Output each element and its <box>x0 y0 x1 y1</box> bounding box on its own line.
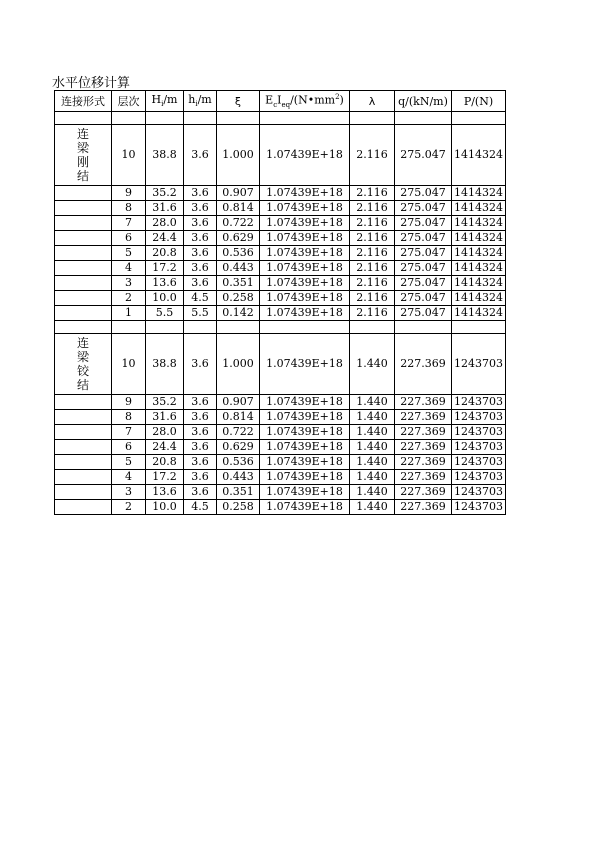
cell-h: 3.6 <box>184 216 217 231</box>
cell-P: 1243703 <box>452 455 506 470</box>
cell-EI: 1.07439E+18 <box>260 440 350 455</box>
group-label-char: 梁 <box>76 141 89 155</box>
cell-xi: 0.142 <box>217 306 260 321</box>
group-label-char: 铰 <box>76 364 89 378</box>
cell-xi: 1.000 <box>217 125 260 186</box>
cell-P: 1414324 <box>452 125 506 186</box>
cell-floor: 2 <box>112 500 146 515</box>
cell-floor: 2 <box>112 291 146 306</box>
cell-h: 3.6 <box>184 395 217 410</box>
cell-h: 3.6 <box>184 246 217 261</box>
displacement-table <box>54 90 506 515</box>
cell-h: 3.6 <box>184 485 217 500</box>
empty-cell <box>55 291 112 306</box>
cell-lambda: 1.440 <box>350 485 395 500</box>
group-label <box>55 125 112 186</box>
cell-H: 31.6 <box>146 410 184 425</box>
cell-q: 275.047 <box>395 186 452 201</box>
cell-xi: 0.258 <box>217 500 260 515</box>
header-row <box>55 91 506 112</box>
cell-h: 3.6 <box>184 410 217 425</box>
cell-floor: 9 <box>112 186 146 201</box>
cell-H: 5.5 <box>146 306 184 321</box>
cell-lambda: 2.116 <box>350 276 395 291</box>
table-row <box>55 485 506 500</box>
empty-cell <box>112 321 146 334</box>
cell-h: 3.6 <box>184 186 217 201</box>
cell-P: 1414324 <box>452 216 506 231</box>
cell-q: 275.047 <box>395 216 452 231</box>
cell-EI: 1.07439E+18 <box>260 276 350 291</box>
cell-EI: 1.07439E+18 <box>260 125 350 186</box>
cell-h: 3.6 <box>184 261 217 276</box>
empty-cell <box>452 112 506 125</box>
cell-lambda: 2.116 <box>350 231 395 246</box>
table-row <box>55 276 506 291</box>
cell-h: 4.5 <box>184 500 217 515</box>
empty-cell <box>146 112 184 125</box>
cell-EI: 1.07439E+18 <box>260 291 350 306</box>
table-row <box>55 201 506 216</box>
table-row <box>55 216 506 231</box>
cell-floor: 10 <box>112 125 146 186</box>
cell-floor: 4 <box>112 470 146 485</box>
cell-floor: 4 <box>112 261 146 276</box>
cell-P: 1414324 <box>452 186 506 201</box>
empty-cell <box>55 321 112 334</box>
empty-cell <box>395 321 452 334</box>
cell-H: 17.2 <box>146 261 184 276</box>
cell-floor: 7 <box>112 216 146 231</box>
group-label-char: 结 <box>76 169 89 183</box>
cell-h: 3.6 <box>184 125 217 186</box>
cell-q: 227.369 <box>395 410 452 425</box>
cell-lambda: 1.440 <box>350 470 395 485</box>
cell-xi: 0.351 <box>217 276 260 291</box>
cell-floor: 10 <box>112 334 146 395</box>
cell-P: 1414324 <box>452 246 506 261</box>
empty-cell <box>452 321 506 334</box>
table-row <box>55 334 506 395</box>
cell-P: 1243703 <box>452 410 506 425</box>
cell-floor: 7 <box>112 425 146 440</box>
empty-cell <box>350 321 395 334</box>
cell-lambda: 1.440 <box>350 500 395 515</box>
table-row <box>55 306 506 321</box>
table-body <box>55 112 506 515</box>
cell-q: 227.369 <box>395 470 452 485</box>
table-row <box>55 186 506 201</box>
cell-xi: 0.443 <box>217 261 260 276</box>
cell-lambda: 2.116 <box>350 291 395 306</box>
cell-lambda: 2.116 <box>350 201 395 216</box>
cell-h: 3.6 <box>184 455 217 470</box>
cell-q: 275.047 <box>395 231 452 246</box>
cell-xi: 0.443 <box>217 470 260 485</box>
cell-EI: 1.07439E+18 <box>260 231 350 246</box>
empty-cell <box>184 321 217 334</box>
table-row <box>55 261 506 276</box>
cell-H: 13.6 <box>146 276 184 291</box>
cell-lambda: 1.440 <box>350 334 395 395</box>
cell-EI: 1.07439E+18 <box>260 425 350 440</box>
table-row <box>55 455 506 470</box>
cell-EI: 1.07439E+18 <box>260 485 350 500</box>
cell-EI: 1.07439E+18 <box>260 216 350 231</box>
cell-EI: 1.07439E+18 <box>260 186 350 201</box>
cell-EI: 1.07439E+18 <box>260 201 350 216</box>
cell-q: 227.369 <box>395 425 452 440</box>
empty-cell <box>55 246 112 261</box>
empty-cell <box>217 321 260 334</box>
cell-lambda: 2.116 <box>350 261 395 276</box>
spacer-row <box>55 321 506 334</box>
empty-cell <box>350 112 395 125</box>
table-row <box>55 500 506 515</box>
cell-H: 35.2 <box>146 186 184 201</box>
header-h: $h_i/m$ <box>184 91 217 112</box>
header-H: $H_i/m$ <box>146 91 184 112</box>
table-row <box>55 410 506 425</box>
cell-floor: 5 <box>112 455 146 470</box>
cell-P: 1414324 <box>452 201 506 216</box>
cell-xi: 0.907 <box>217 186 260 201</box>
cell-h: 3.6 <box>184 201 217 216</box>
cell-xi: 0.536 <box>217 246 260 261</box>
cell-H: 17.2 <box>146 470 184 485</box>
cell-xi: 1.000 <box>217 334 260 395</box>
cell-lambda: 1.440 <box>350 455 395 470</box>
cell-xi: 0.722 <box>217 216 260 231</box>
empty-cell <box>395 112 452 125</box>
cell-EI: 1.07439E+18 <box>260 306 350 321</box>
cell-P: 1414324 <box>452 306 506 321</box>
empty-cell <box>55 470 112 485</box>
cell-P: 1414324 <box>452 261 506 276</box>
empty-cell <box>55 276 112 291</box>
group-label-char: 连 <box>76 336 89 350</box>
empty-cell <box>55 112 112 125</box>
cell-EI: 1.07439E+18 <box>260 470 350 485</box>
cell-q: 227.369 <box>395 334 452 395</box>
empty-cell <box>55 425 112 440</box>
cell-h: 5.5 <box>184 306 217 321</box>
cell-lambda: 2.116 <box>350 246 395 261</box>
cell-EI: 1.07439E+18 <box>260 334 350 395</box>
empty-cell <box>260 112 350 125</box>
cell-h: 3.6 <box>184 440 217 455</box>
cell-q: 275.047 <box>395 291 452 306</box>
cell-xi: 0.907 <box>217 395 260 410</box>
cell-H: 38.8 <box>146 125 184 186</box>
cell-q: 275.047 <box>395 306 452 321</box>
table-row <box>55 231 506 246</box>
cell-P: 1243703 <box>452 485 506 500</box>
empty-cell <box>55 231 112 246</box>
empty-cell <box>55 410 112 425</box>
empty-cell <box>184 112 217 125</box>
cell-q: 275.047 <box>395 246 452 261</box>
empty-cell <box>55 485 112 500</box>
empty-cell <box>55 261 112 276</box>
cell-H: 20.8 <box>146 455 184 470</box>
header-P: P/(N) <box>452 91 506 112</box>
group-label-char: 梁 <box>76 350 89 364</box>
cell-q: 275.047 <box>395 276 452 291</box>
cell-H: 28.0 <box>146 216 184 231</box>
cell-P: 1243703 <box>452 440 506 455</box>
cell-lambda: 2.116 <box>350 125 395 186</box>
cell-P: 1243703 <box>452 425 506 440</box>
empty-cell <box>55 395 112 410</box>
cell-EI: 1.07439E+18 <box>260 261 350 276</box>
cell-H: 28.0 <box>146 425 184 440</box>
cell-P: 1243703 <box>452 395 506 410</box>
cell-q: 275.047 <box>395 125 452 186</box>
cell-lambda: 2.116 <box>350 306 395 321</box>
cell-lambda: 1.440 <box>350 440 395 455</box>
cell-h: 3.6 <box>184 334 217 395</box>
header-q: q/(kN/m) <box>395 91 452 112</box>
cell-lambda: 2.116 <box>350 186 395 201</box>
table-row <box>55 291 506 306</box>
cell-P: 1243703 <box>452 500 506 515</box>
header-floor: 层次 <box>112 91 146 112</box>
cell-floor: 5 <box>112 246 146 261</box>
cell-floor: 8 <box>112 410 146 425</box>
cell-h: 3.6 <box>184 470 217 485</box>
table-row <box>55 125 506 186</box>
cell-q: 275.047 <box>395 261 452 276</box>
header-xi: ξ <box>217 91 260 112</box>
cell-q: 227.369 <box>395 485 452 500</box>
cell-xi: 0.814 <box>217 410 260 425</box>
empty-cell <box>55 216 112 231</box>
cell-xi: 0.629 <box>217 440 260 455</box>
cell-xi: 0.351 <box>217 485 260 500</box>
table-row <box>55 246 506 261</box>
cell-floor: 6 <box>112 231 146 246</box>
table-row <box>55 425 506 440</box>
cell-lambda: 1.440 <box>350 410 395 425</box>
cell-floor: 1 <box>112 306 146 321</box>
header-EI: $E_cI_{eq}/(N•mm^2)$ <box>260 91 350 112</box>
cell-floor: 9 <box>112 395 146 410</box>
empty-cell <box>146 321 184 334</box>
page-title: 水平位移计算 <box>52 76 131 91</box>
empty-cell <box>55 455 112 470</box>
empty-cell <box>217 112 260 125</box>
empty-cell <box>55 306 112 321</box>
cell-EI: 1.07439E+18 <box>260 246 350 261</box>
cell-q: 227.369 <box>395 440 452 455</box>
empty-cell <box>55 186 112 201</box>
cell-lambda: 1.440 <box>350 395 395 410</box>
table-row <box>55 395 506 410</box>
cell-q: 227.369 <box>395 500 452 515</box>
group-label-char: 连 <box>76 127 89 141</box>
cell-H: 10.0 <box>146 500 184 515</box>
cell-lambda: 2.116 <box>350 216 395 231</box>
cell-q: 275.047 <box>395 201 452 216</box>
cell-EI: 1.07439E+18 <box>260 455 350 470</box>
cell-xi: 0.722 <box>217 425 260 440</box>
cell-h: 4.5 <box>184 291 217 306</box>
cell-floor: 6 <box>112 440 146 455</box>
cell-H: 13.6 <box>146 485 184 500</box>
cell-H: 38.8 <box>146 334 184 395</box>
cell-EI: 1.07439E+18 <box>260 410 350 425</box>
cell-P: 1414324 <box>452 231 506 246</box>
spacer-row <box>55 112 506 125</box>
cell-H: 10.0 <box>146 291 184 306</box>
cell-H: 35.2 <box>146 395 184 410</box>
cell-floor: 8 <box>112 201 146 216</box>
table-row <box>55 440 506 455</box>
cell-P: 1414324 <box>452 276 506 291</box>
cell-EI: 1.07439E+18 <box>260 395 350 410</box>
cell-q: 227.369 <box>395 395 452 410</box>
cell-xi: 0.258 <box>217 291 260 306</box>
cell-xi: 0.536 <box>217 455 260 470</box>
cell-H: 24.4 <box>146 440 184 455</box>
cell-H: 31.6 <box>146 201 184 216</box>
cell-P: 1243703 <box>452 470 506 485</box>
empty-cell <box>55 500 112 515</box>
cell-xi: 0.629 <box>217 231 260 246</box>
cell-floor: 3 <box>112 276 146 291</box>
header-form: 连接形式 <box>55 91 112 112</box>
table-row <box>55 470 506 485</box>
cell-P: 1414324 <box>452 291 506 306</box>
cell-h: 3.6 <box>184 231 217 246</box>
empty-cell <box>55 440 112 455</box>
cell-H: 24.4 <box>146 231 184 246</box>
cell-q: 227.369 <box>395 455 452 470</box>
cell-lambda: 1.440 <box>350 425 395 440</box>
cell-floor: 3 <box>112 485 146 500</box>
empty-cell <box>112 112 146 125</box>
empty-cell <box>260 321 350 334</box>
group-label-char: 结 <box>76 378 89 392</box>
cell-P: 1243703 <box>452 334 506 395</box>
cell-xi: 0.814 <box>217 201 260 216</box>
header-lambda: λ <box>350 91 395 112</box>
cell-h: 3.6 <box>184 425 217 440</box>
group-label <box>55 334 112 395</box>
empty-cell <box>55 201 112 216</box>
cell-h: 3.6 <box>184 276 217 291</box>
cell-H: 20.8 <box>146 246 184 261</box>
group-label-char: 刚 <box>76 155 89 169</box>
cell-EI: 1.07439E+18 <box>260 500 350 515</box>
